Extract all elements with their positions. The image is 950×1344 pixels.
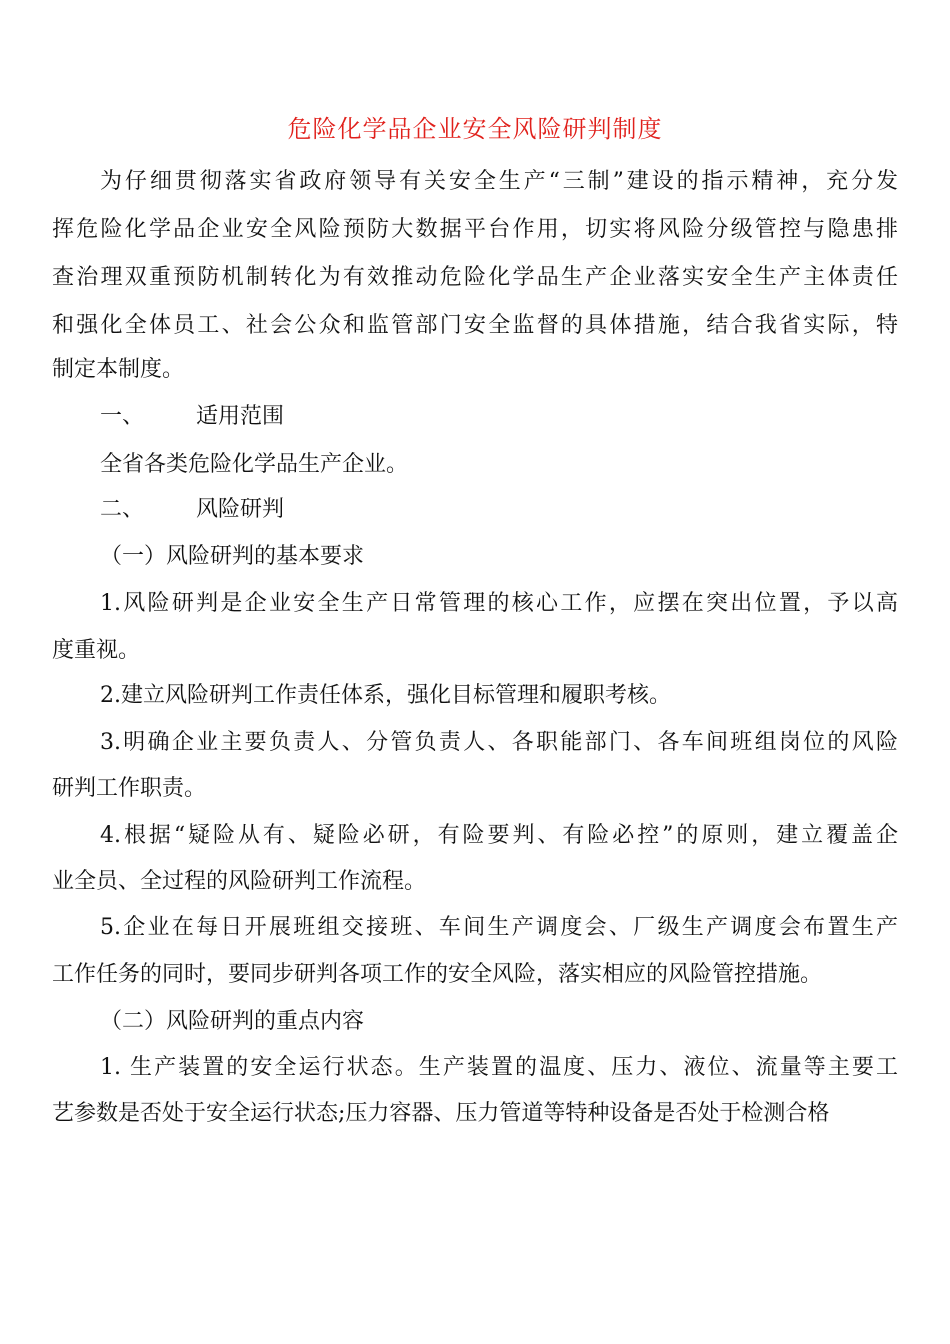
section-2-heading [100,494,284,526]
section-2-number: 二、 [100,497,145,522]
section-1-body: 全省各类危险化学品生产企业。 [100,452,409,477]
section-1-title: 适用范围 [196,404,285,429]
intro-line-2: 挥危险化学品企业安全风险预防大数据平台作用，切实将风险分级管控与隐患排 [52,217,898,242]
intro-line-5: 制定本制度。 [52,357,185,382]
section-2-title: 风险研判 [196,497,285,522]
intro-line-1: 为仔细贯彻落实省政府领导有关安全生产“三制”建设的指示精神，充分发 [100,169,898,194]
list-item-4-line-1: 4.根据“疑险从有、疑险必研，有险要判、有险必控”的原则，建立覆盖企 [100,823,898,848]
subsection-2-heading: （二）风险研判的重点内容 [100,1009,365,1034]
list-item-6-line-1: 1. 生产装置的安全运行状态。生产装置的温度、压力、液位、流量等主要工 [100,1055,898,1080]
list-item-4-line-2: 业全员、全过程的风险研判工作流程。 [52,869,427,894]
document-title: 危险化学品企业安全风险研判制度 [287,115,663,143]
list-item-3-line-1: 3.明确企业主要负责人、分管负责人、各职能部门、各车间班组岗位的风险 [100,730,898,755]
section-1-number: 一、 [100,404,145,429]
list-item-2-line-1: 2.建立风险研判工作责任体系，强化目标管理和履职考核。 [100,683,671,708]
list-item-1-line-2: 度重视。 [52,638,141,663]
list-item-3-line-2: 研判工作职责。 [52,776,207,801]
section-1-heading [100,401,284,433]
list-item-5-line-2: 工作任务的同时，要同步研判各项工作的安全风险，落实相应的风险管控措施。 [52,962,823,987]
list-item-1-line-1: 1.风险研判是企业安全生产日常管理的核心工作，应摆在突出位置，予以高 [100,591,898,616]
intro-line-3: 查治理双重预防机制转化为有效推动危险化学品生产企业落实安全生产主体责任 [52,265,898,290]
subsection-1-heading: （一）风险研判的基本要求 [100,544,365,569]
list-item-6-line-2: 艺参数是否处于安全运行状态;压力容器、压力管道等特种设备是否处于检测合格 [52,1101,830,1126]
intro-line-4: 和强化全体员工、社会公众和监管部门安全监督的具体措施，结合我省实际，特 [52,313,898,338]
list-item-5-line-1: 5.企业在每日开展班组交接班、车间生产调度会、厂级生产调度会布置生产 [100,915,898,940]
